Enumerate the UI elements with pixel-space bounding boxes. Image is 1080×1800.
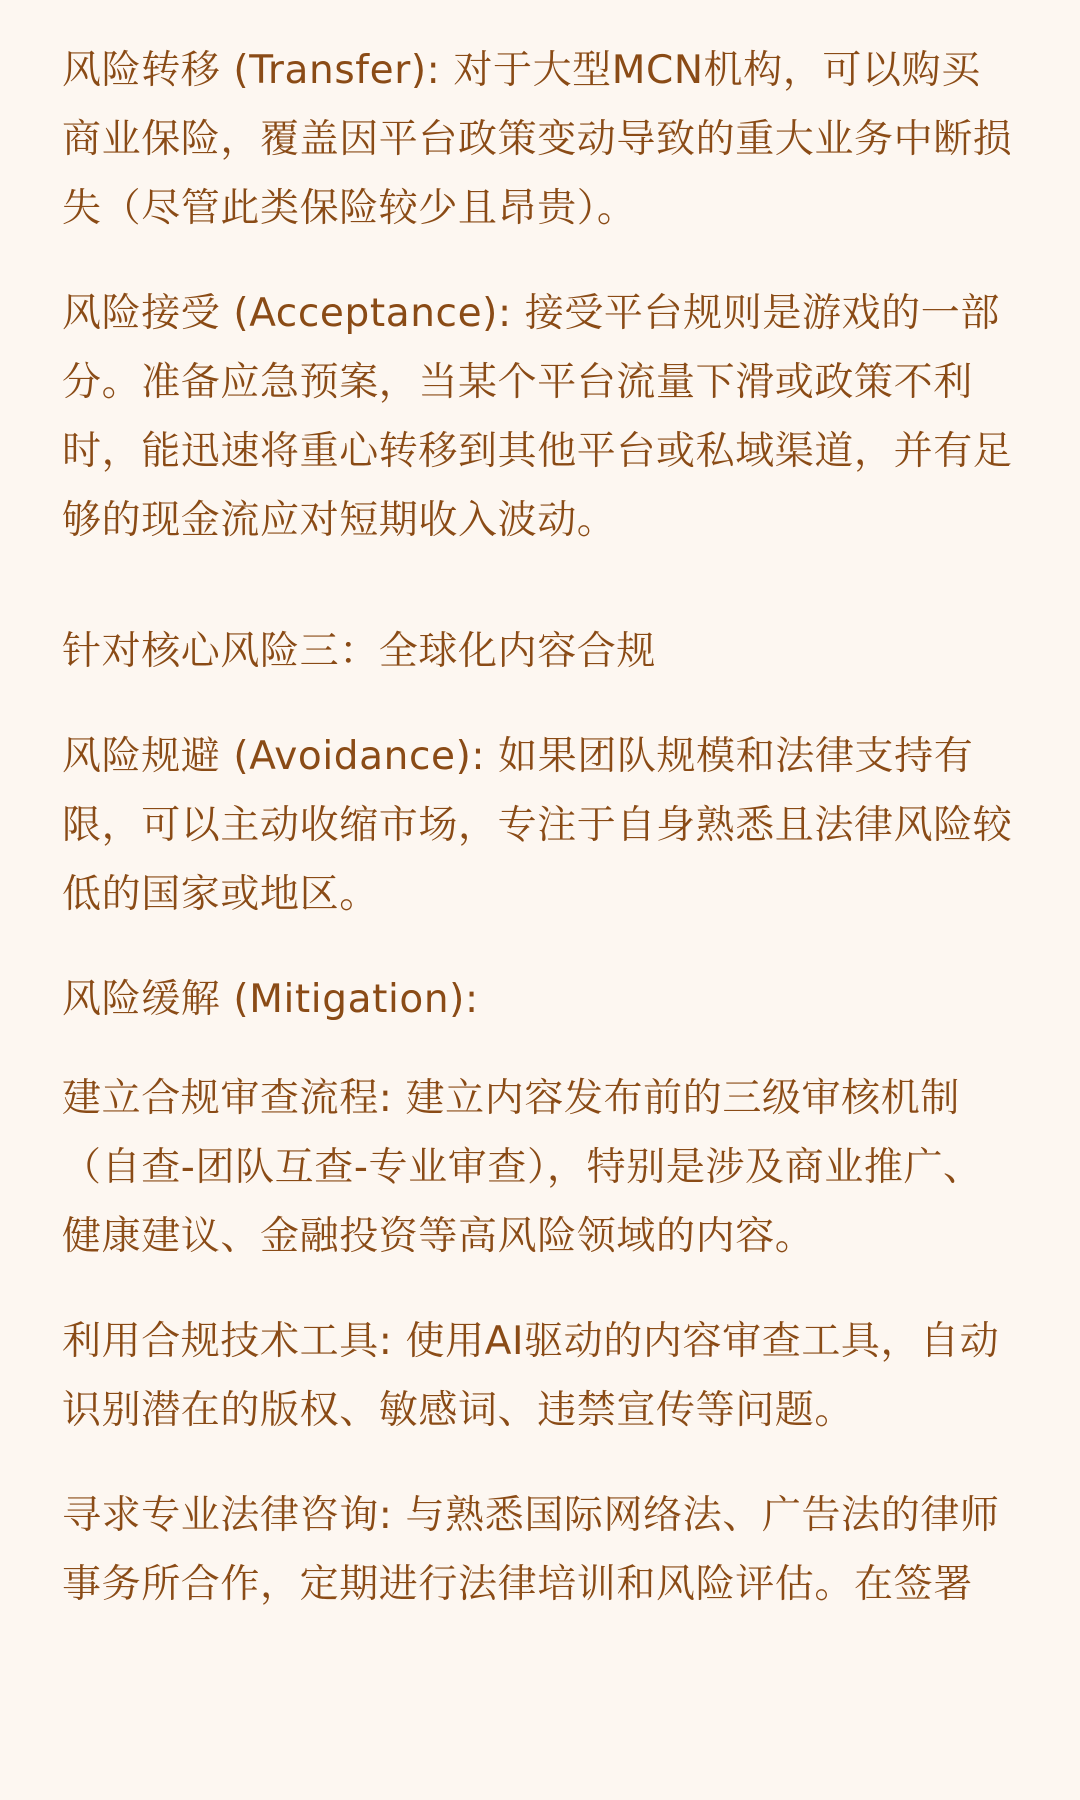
paragraph-risk-avoidance: 风险规避 (Avoidance): 如果团队规模和法律支持有限，可以主动收缩市场，专注于自身熟悉且法律风险较低的国家或地区。 xyxy=(62,734,1013,917)
paragraph-risk-mitigation-label: 风险缓解 (Mitigation): xyxy=(62,977,479,1022)
paragraph-legal-consult: 寻求专业法律咨询: 与熟悉国际网络法、广告法的律师事务所合作，定期进行法律培训和风险评估。在签署 xyxy=(62,1493,1000,1607)
paragraph-compliance-tools: 利用合规技术工具: 使用AI驱动的内容审查工具，自动识别潜在的版权、敏感词、违禁宣传等问题。 xyxy=(62,1319,1000,1433)
paragraph-risk-transfer: 风险转移 (Transfer): 对于大型MCN机构，可以购买商业保险，覆盖因平台政策变动导致的重大业务中断损失（尽管此类保险较少且昂贵）。 xyxy=(62,48,1013,231)
paragraph-compliance-process: 建立合规审查流程: 建立内容发布前的三级审核机制（自查-团队互查-专业审查），特别是涉及商业推广、健康建议、金融投资等高风险领域的内容。 xyxy=(62,1076,983,1259)
paragraph-risk-acceptance: 风险接受 (Acceptance): 接受平台规则是游戏的一部分。准备应急预案，当某个平台流量下滑或政策不利时，能迅速将重心转移到其他平台或私域渠道，并有足够的现金流应对短期收入波动。 xyxy=(62,291,1013,543)
section-heading-core-risk-three: 针对核心风险三：全球化内容合规 xyxy=(62,629,657,674)
